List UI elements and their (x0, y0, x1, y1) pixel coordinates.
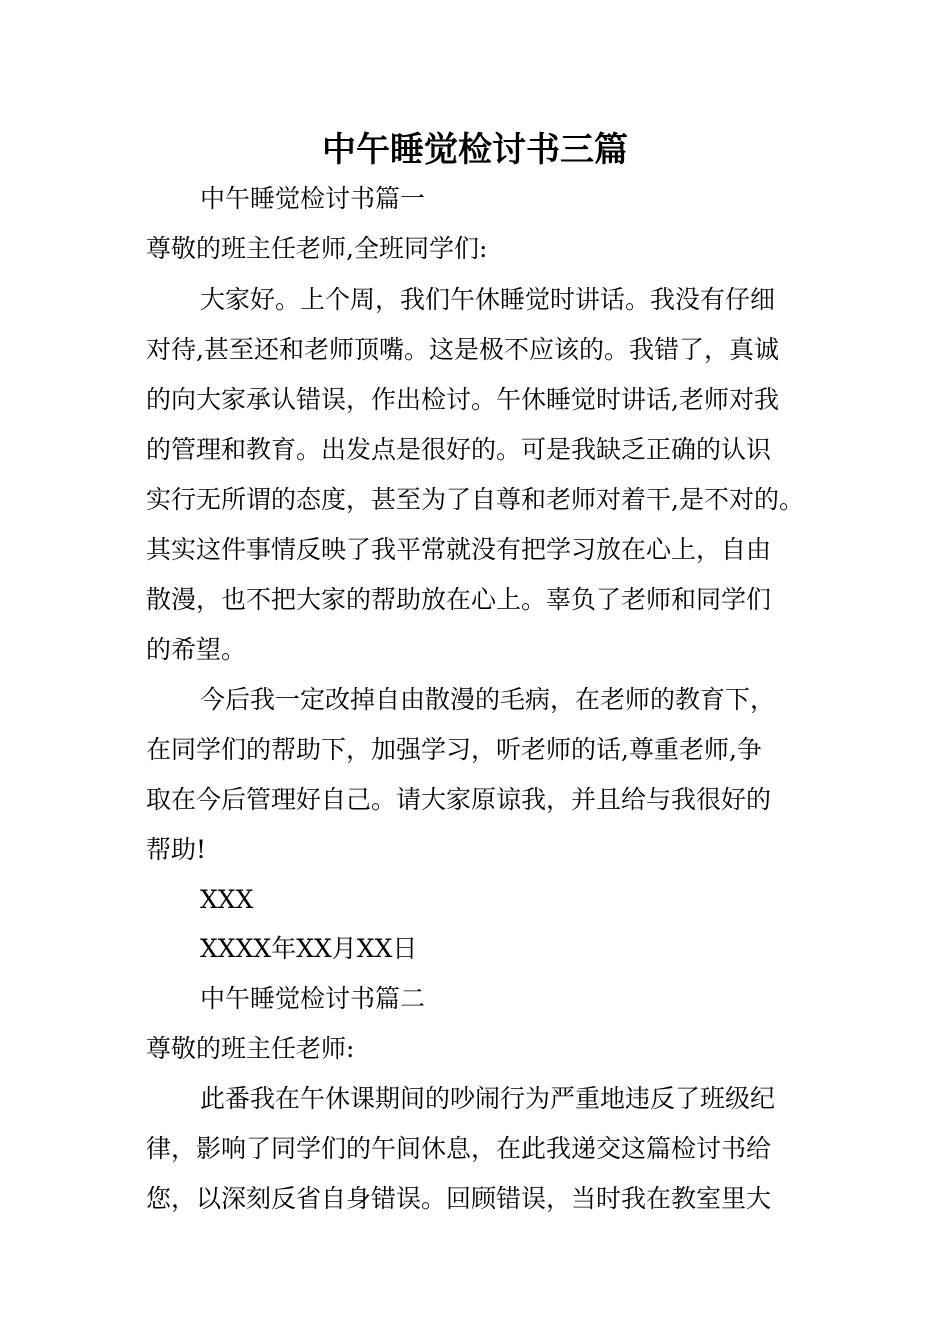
section-1-para1-line-8: 的希望。 (146, 635, 247, 664)
section-1-salutation: 尊敬的班主任老师,全班同学们: (146, 234, 488, 263)
section-1-date: XXXX年XX月XX日 (200, 934, 418, 963)
section-1-heading: 中午睡觉检讨书篇一 (200, 184, 426, 213)
section-1-para2-line-4: 帮助! (146, 835, 207, 864)
section-1-para1-line-1: 大家好。上个周，我们午休睡觉时讲话。我没有仔细 (200, 285, 776, 314)
section-1-para1-line-3: 的向大家承认错误，作出检讨。午休睡觉时讲话,老师对我 (146, 385, 779, 414)
section-2-salutation: 尊敬的班主任老师: (146, 1034, 355, 1063)
section-2-para1-line-3: 您，以深刻反省自身错误。回顾错误，当时我在教室里大 (146, 1184, 772, 1213)
document-title: 中午睡觉检讨书三篇 (322, 130, 628, 170)
section-1-para1-line-6: 其实这件事情反映了我平常就没有把学习放在心上，自由 (146, 535, 772, 564)
section-1-para1-line-2: 对待,甚至还和老师顶嘴。这是极不应该的。我错了，真诚 (146, 335, 779, 364)
section-1-para2-line-2: 在同学们的帮助下，加强学习，听老师的话,尊重老师,争 (146, 735, 762, 764)
section-1-para2-line-1: 今后我一定改掉自由散漫的毛病，在老师的教育下， (200, 685, 776, 714)
section-2-heading: 中午睡觉检讨书篇二 (200, 984, 426, 1013)
section-1-signature: XXX (200, 885, 254, 914)
section-2-para1-line-2: 律，影响了同学们的午间休息，在此我递交这篇检讨书给 (146, 1134, 772, 1163)
section-1-para1-line-4: 的管理和教育。出发点是很好的。可是我缺乏正确的认识 (146, 435, 772, 464)
section-1-para2-line-3: 取在今后管理好自己。请大家原谅我，并且给与我很好的 (146, 785, 772, 814)
section-1-para1-line-7: 散漫，也不把大家的帮助放在心上。辜负了老师和同学们 (146, 585, 772, 614)
section-2-para1-line-1: 此番我在午休课期间的吵闹行为严重地违反了班级纪 (200, 1084, 776, 1113)
section-1-para1-line-5: 实行无所谓的态度，甚至为了自尊和老师对着干,是不对的。 (146, 485, 804, 514)
